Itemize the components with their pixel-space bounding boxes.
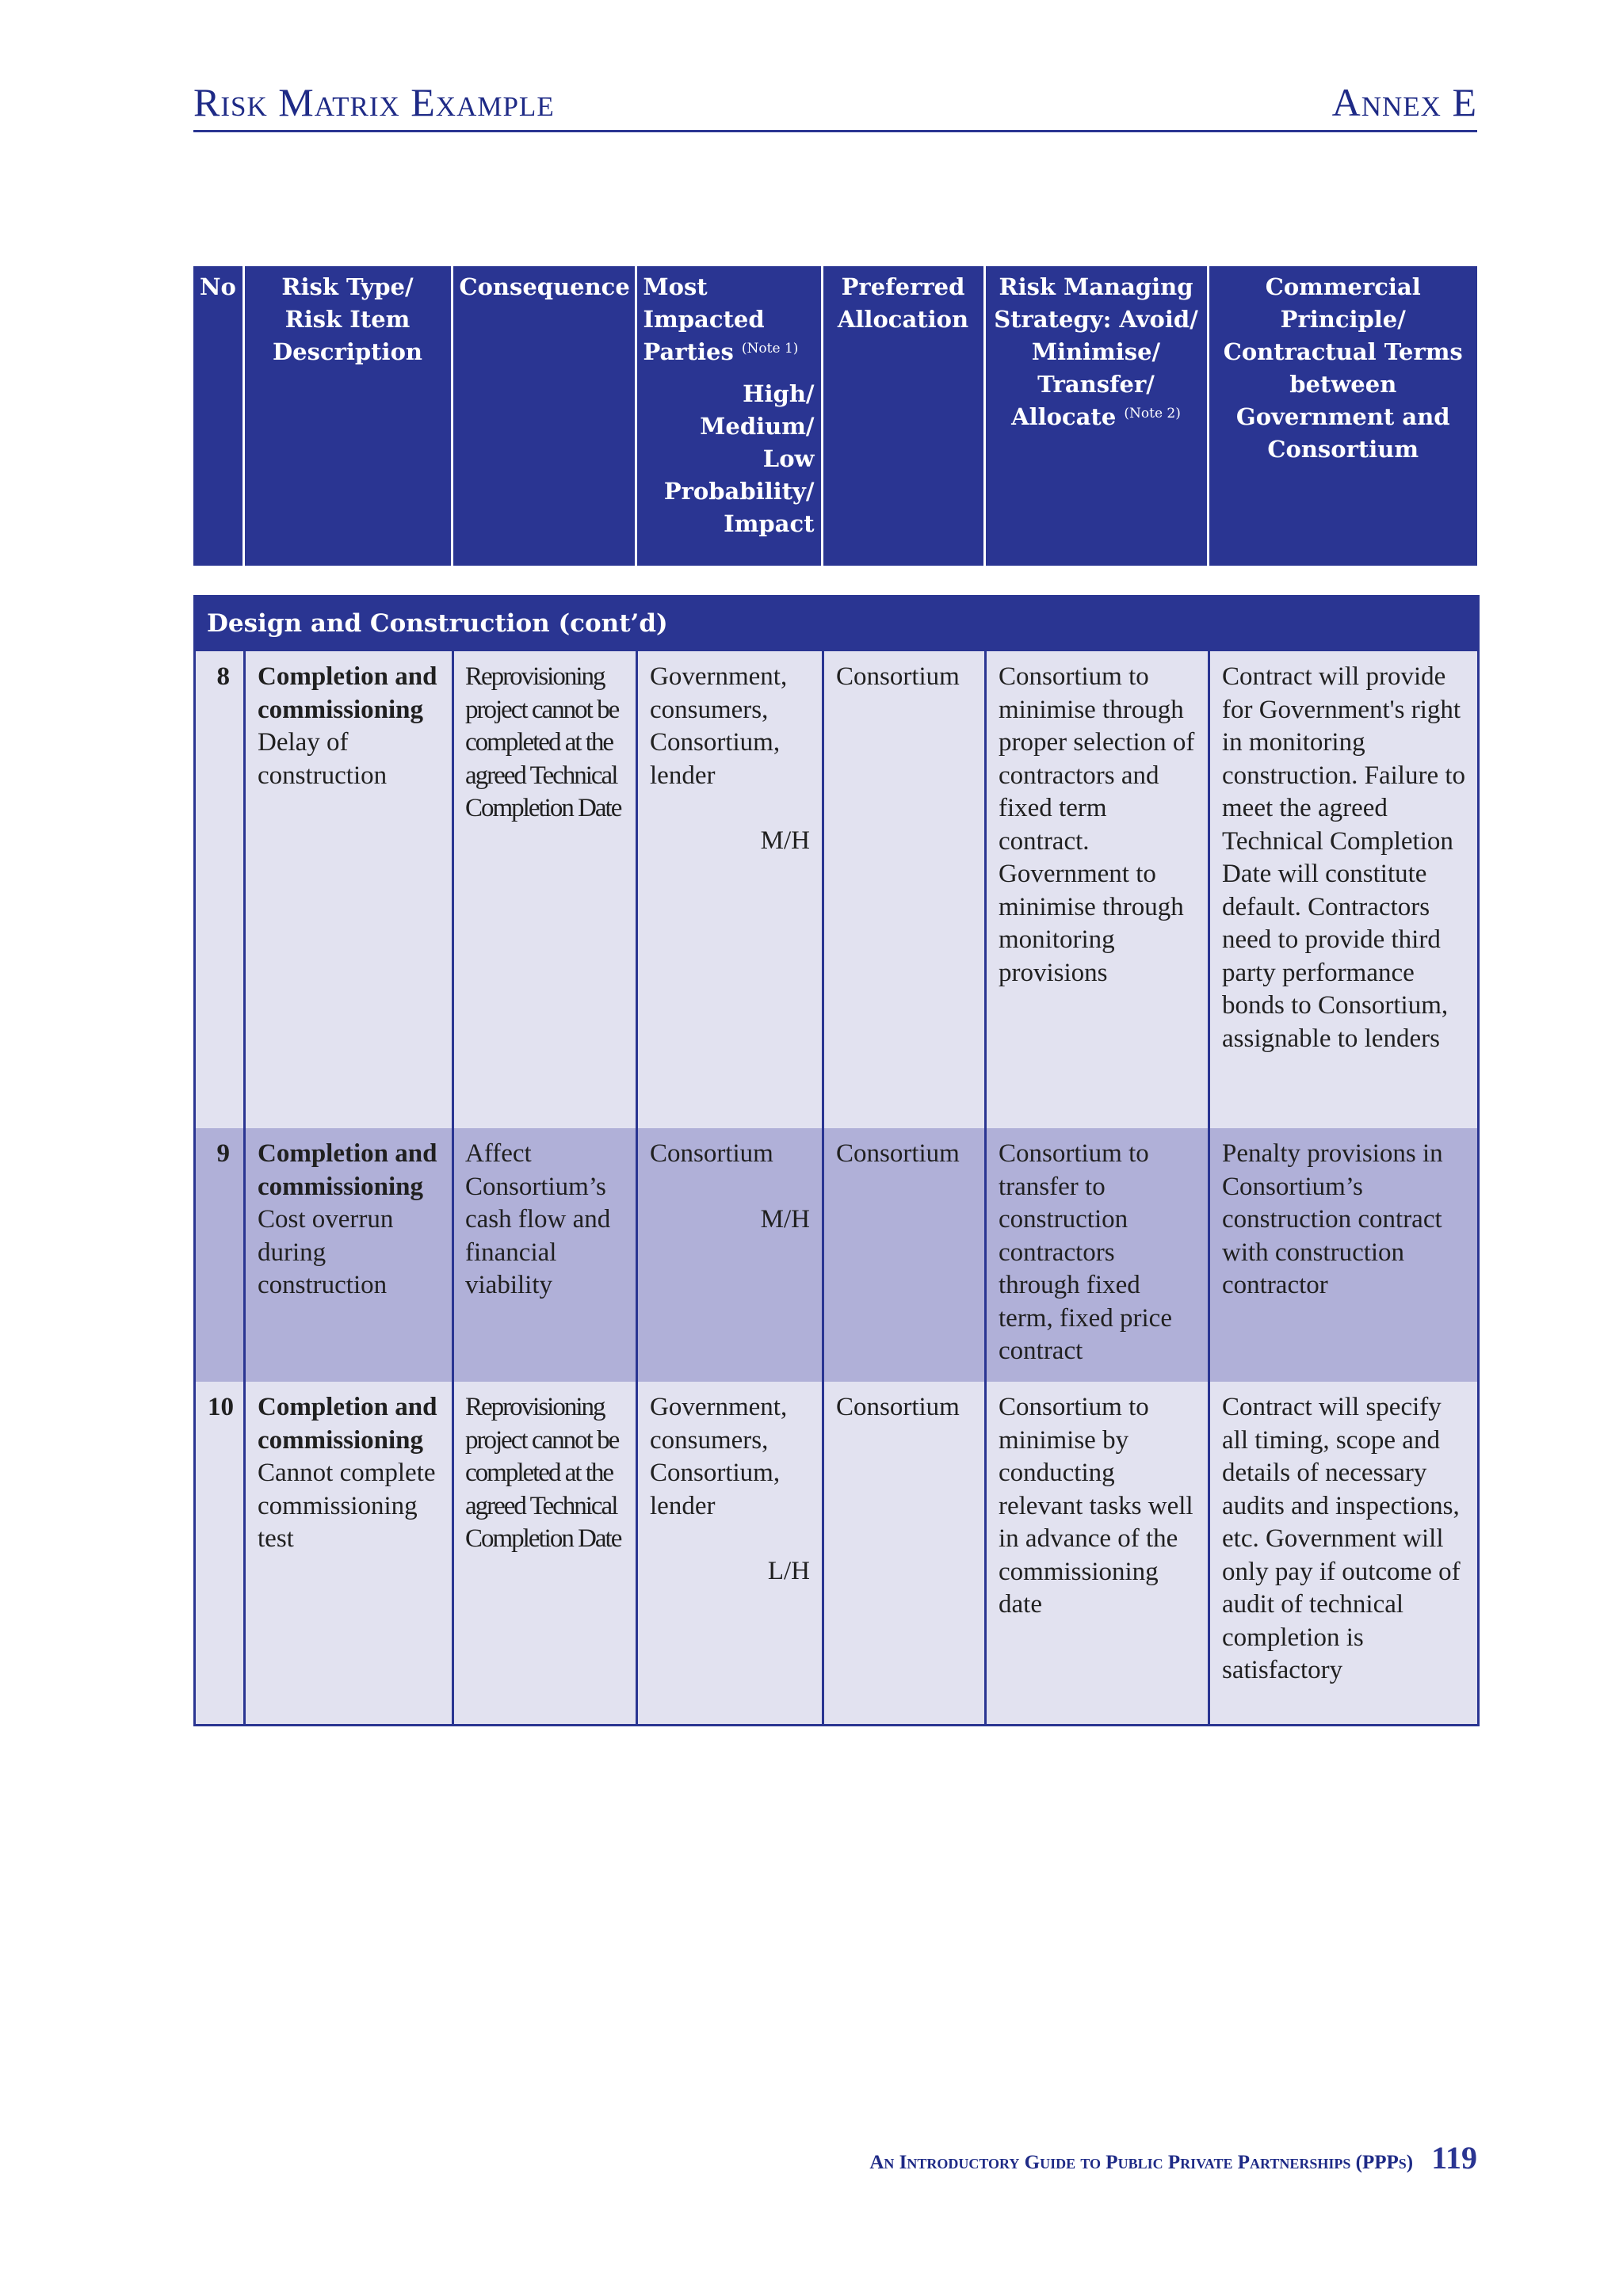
col-principle: Commercial Principle/ Contractual Terms between Government and Consortium <box>1208 266 1477 566</box>
page-footer <box>193 2139 1477 2179</box>
col-consequence: Consequence <box>452 266 636 566</box>
risk-rating: M/H <box>760 826 810 855</box>
col-allocation: Preferred Allocation <box>822 266 984 566</box>
consequence-cell <box>453 1382 637 1726</box>
row-number: 10 <box>195 1382 245 1726</box>
col-impacted-parties <box>636 266 822 566</box>
risk-matrix-header <box>193 266 1477 566</box>
risk-rating: M/H <box>760 1204 810 1234</box>
allocation-cell: Consortium <box>823 651 986 1128</box>
page-header <box>193 79 1477 132</box>
table-row <box>195 1382 1479 1726</box>
impacted-parties-cell <box>637 651 823 1128</box>
allocation-cell: Consortium <box>823 1128 986 1382</box>
risk-description <box>245 1128 453 1382</box>
principle-cell: Contract will provide for Government's right in monitoring construction. Failure to meet the agreed Technical Completion Date will constitute default. Contractors need to provide third party performance bonds to Consortium, assignable to lenders <box>1209 651 1479 1128</box>
row-number: 8 <box>195 651 245 1128</box>
risk-type: Completion and commissioning <box>258 662 437 724</box>
col-impacted-parties-scale: High/ Medium/ Low Probability/ Impact <box>663 380 815 537</box>
impacted-parties-cell <box>637 1382 823 1726</box>
impacted-parties-cell <box>637 1128 823 1382</box>
consequence-cell <box>453 651 637 1128</box>
strategy-cell: Consortium to minimise through proper selection of contractors and fixed term contract. Government to minimise through monitoring provisions <box>986 651 1209 1128</box>
col-risk-type: Risk Type/ Risk Item Description <box>243 266 452 566</box>
risk-type: Completion and commissioning <box>258 1393 437 1455</box>
risk-description <box>245 651 453 1128</box>
col-strategy <box>984 266 1208 566</box>
guide-title: An Introductory Guide to Public Private Partnerships (PPPs) <box>869 2152 1414 2173</box>
note-2-ref: (Note 2) <box>1124 406 1181 421</box>
annex-label: Annex E <box>1331 80 1477 124</box>
risk-type: Completion and commissioning <box>258 1139 437 1201</box>
table-row <box>195 651 1479 1128</box>
risk-item: Cannot complete commissioning test <box>258 1459 436 1553</box>
col-impacted-parties-title: Most Impacted Parties <box>643 273 765 365</box>
strategy-cell: Consortium to minimise by conducting relevant tasks well in advance of the commissioning date <box>986 1382 1209 1726</box>
risk-matrix-body <box>193 595 1480 1726</box>
row-number: 9 <box>195 1128 245 1382</box>
page-number: 119 <box>1431 2140 1477 2176</box>
risk-item: Cost overrun during construction <box>258 1205 394 1299</box>
strategy-cell: Consortium to transfer to construction contractors through fixed term, fixed price contract <box>986 1128 1209 1382</box>
col-strategy-title: Risk Managing Strategy: Avoid/ Minimise/ Transfer/ Allocate <box>994 273 1198 430</box>
consequence-text: Reprovisioning project cannot be completed at the agreed Technical Completion Date <box>465 1393 621 1553</box>
consequence-text: Reprovisioning project cannot be completed at the agreed Technical Completion Date <box>465 662 621 822</box>
risk-description <box>245 1382 453 1726</box>
impacted-parties: Government, consumers, Consortium, lender <box>650 662 788 790</box>
principle-cell: Contract will specify all timing, scope and details of necessary audits and inspections, etc. Government will only pay if outcome of audit of technical completion is satisfactory <box>1209 1382 1479 1726</box>
col-no: No <box>193 266 243 566</box>
note-1-ref: (Note 1) <box>741 341 799 357</box>
table-row <box>195 1128 1479 1382</box>
section-title: Design and Construction (cont’d) <box>195 597 1479 652</box>
risk-rating: L/H <box>767 1557 810 1585</box>
page-title: Risk Matrix Example <box>193 80 555 124</box>
impacted-parties: Consortium <box>650 1139 773 1168</box>
principle-cell: Penalty provisions in Consortium’s construction contract with construction contractor <box>1209 1128 1479 1382</box>
risk-item: Delay of construction <box>258 728 388 790</box>
allocation-cell: Consortium <box>823 1382 986 1726</box>
section-row <box>195 597 1479 652</box>
impacted-parties: Government, consumers, Consortium, lender <box>650 1393 788 1520</box>
consequence-cell: Affect Consortium’s cash flow and financial viability <box>453 1128 637 1382</box>
